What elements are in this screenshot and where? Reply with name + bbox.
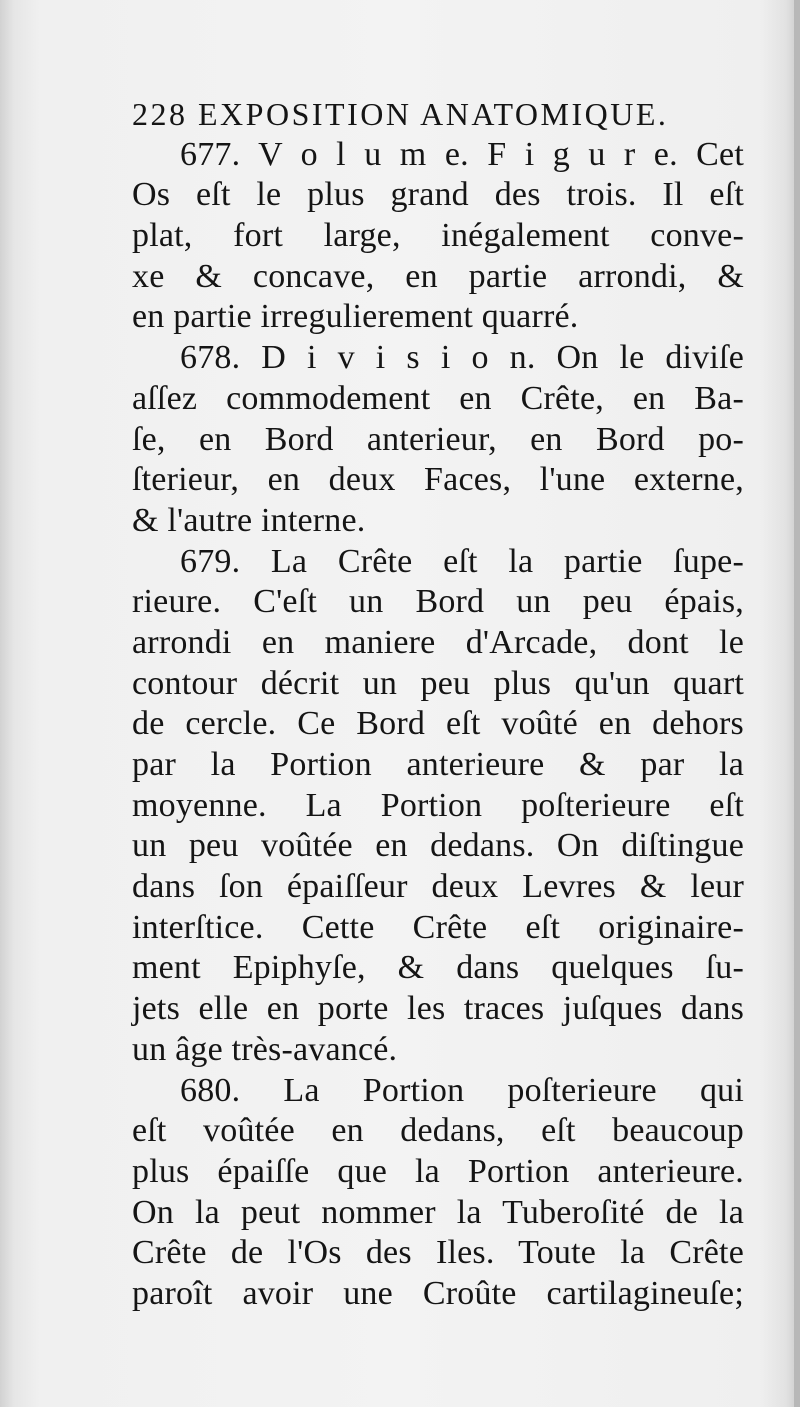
text-line: On la peut nommer la Tuberoſité de la bbox=[132, 1193, 744, 1231]
text-line: arrondi en maniere d'Arcade, dont le bbox=[132, 623, 744, 661]
text-line: 680. La Portion poſterieure qui bbox=[180, 1071, 744, 1109]
text-line: contour décrit un peu plus qu'un quart bbox=[132, 664, 744, 702]
text-line: Crête de l'Os des Iles. Toute la Crête bbox=[132, 1234, 744, 1272]
text-line: Os eſt le plus grand des trois. Il eſt bbox=[132, 176, 744, 214]
text-line: 679. La Crête eſt la partie ſupe- bbox=[180, 542, 744, 580]
text-line: ſe, en Bord anterieur, en Bord po- bbox=[132, 420, 744, 458]
text-line: plus épaiſſe que la Portion anterieure. bbox=[132, 1152, 744, 1190]
text-line: 678. D i v i s i o n. On le diviſe bbox=[180, 339, 744, 377]
text-line: moyenne. La Portion poſterieure eſt bbox=[132, 786, 744, 824]
text-line: paroît avoir une Croûte cartilagineuſe; bbox=[132, 1274, 744, 1312]
text-line: rieure. C'eſt un Bord un peu épais, bbox=[132, 583, 744, 621]
text-line: ſterieur, en deux Faces, l'une externe, bbox=[132, 461, 744, 499]
text-line: aſſez commodement en Crête, en Ba- bbox=[132, 379, 744, 417]
text-line: par la Portion anterieure & par la bbox=[132, 746, 744, 783]
text-line: un peu voûtée en dedans. On diſtingue bbox=[132, 827, 744, 865]
text-line: eſt voûtée en dedans, eſt beaucoup bbox=[132, 1112, 744, 1150]
running-header: 228 EXPOSITION ANATOMIQUE. bbox=[132, 96, 669, 132]
text-line: 677. V o l u m e. F i g u r e. Cet bbox=[180, 135, 744, 173]
text-line: ment Epiphyſe, & dans quelques ſu- bbox=[132, 949, 744, 987]
text-line: xe & concave, en partie arrondi, & bbox=[132, 257, 744, 295]
text-line: de cercle. Ce Bord eſt voûté en dehors bbox=[132, 705, 744, 743]
text-line: plat, fort large, inégalement conve- bbox=[132, 217, 744, 255]
page-text bbox=[132, 94, 744, 1315]
text-line: dans ſon épaiſſeur deux Levres & leur bbox=[132, 868, 744, 906]
text-line: jets elle en porte les traces juſques dans bbox=[132, 990, 744, 1028]
text-line: interſtice. Cette Crête eſt originaire- bbox=[132, 908, 744, 946]
text-line: en partie irregulierement quarré. bbox=[132, 298, 579, 336]
text-line: & l'autre interne. bbox=[132, 501, 366, 539]
text-line: un âge très-avancé. bbox=[132, 1030, 398, 1068]
